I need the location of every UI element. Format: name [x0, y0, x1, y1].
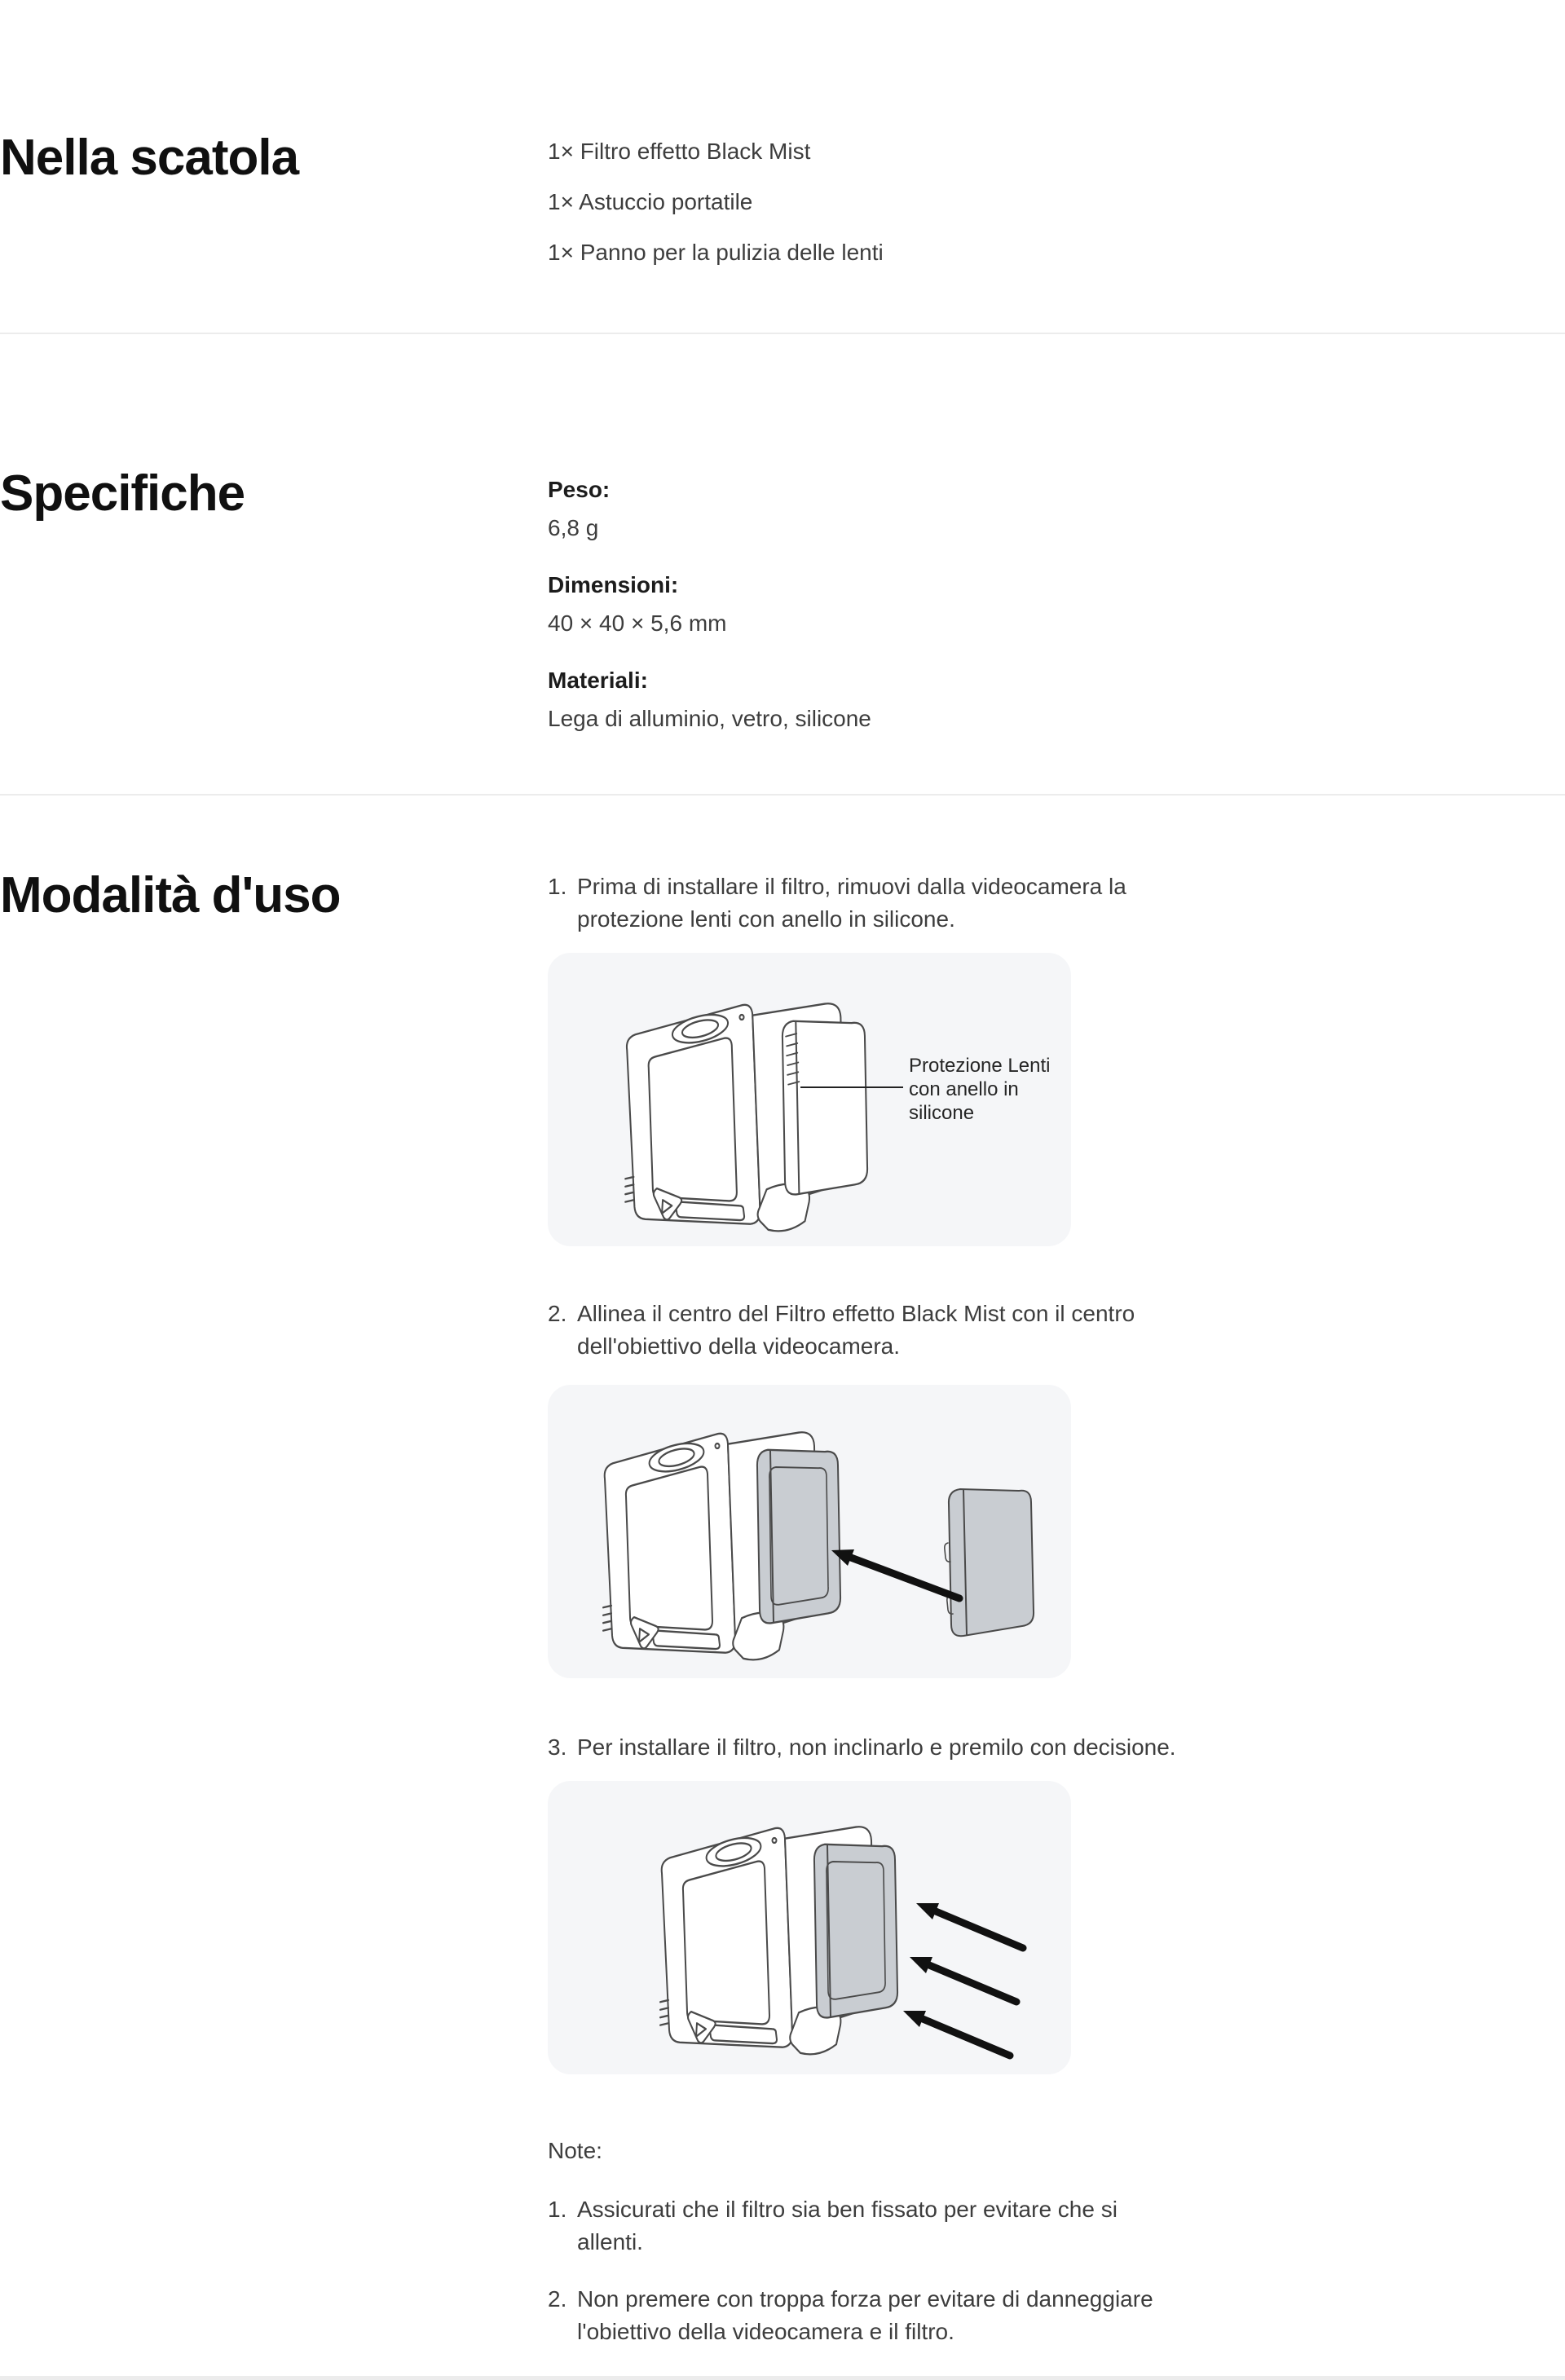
lens-guard-callout-label: Protezione Lenti con anello in silicone — [909, 1055, 1051, 1124]
note-1 — [548, 2193, 1565, 2259]
note-text: Assicurati che il filtro sia ben fissato per evitare che si allenti. — [577, 2197, 1118, 2254]
figure-press-filter — [548, 1781, 1071, 2074]
step-text: Allinea il centro del Filtro effetto Black Mist con il centro dell'obiettivo della videocamera. — [577, 1301, 1135, 1359]
spec-value: 6,8 g — [548, 515, 599, 540]
figure-align-filter — [548, 1385, 1071, 1678]
black-mist-filter-shape — [945, 1489, 1034, 1636]
spec-label: Materiali: — [548, 668, 648, 693]
note-text: Non premere con troppa forza per evitare di danneggiare l'obiettivo della videocamera e il filtro. — [577, 2286, 1153, 2344]
usage-step-3 — [548, 1731, 1565, 1764]
spec-value: 40 × 40 × 5,6 mm — [548, 610, 727, 636]
box-item: 1× Panno per la pulizia delle lenti — [548, 240, 884, 265]
how-to-use-content — [548, 870, 1565, 2348]
in-the-box-list — [548, 138, 1565, 267]
spec-row-weight — [548, 476, 1565, 542]
step-number: 2. — [548, 1301, 567, 1326]
section-how-to-use — [0, 796, 1565, 2348]
section-in-the-box — [0, 0, 1565, 333]
spec-value: Lega di alluminio, vetro, silicone — [548, 706, 871, 731]
section-title-column — [0, 465, 548, 733]
note-2 — [548, 2283, 1565, 2348]
spec-row-dimensions — [548, 571, 1565, 637]
figure-remove-lens-guard — [548, 953, 1071, 1246]
notes-title: Note: — [548, 2138, 602, 2163]
camera-align-filter-illustration — [548, 1385, 1071, 1678]
section-specifications — [0, 334, 1565, 794]
specifications-title: Specifiche — [0, 465, 245, 522]
bottom-divider — [0, 2376, 1565, 2380]
spec-label: Peso: — [548, 477, 611, 502]
spec-label: Dimensioni: — [548, 572, 679, 597]
step-number: 3. — [548, 1734, 567, 1760]
in-the-box-title: Nella scatola — [0, 130, 299, 186]
spec-row-materials — [548, 667, 1565, 733]
section-title-column — [0, 130, 548, 267]
note-number: 2. — [548, 2286, 567, 2312]
box-item: 1× Filtro effetto Black Mist — [548, 139, 811, 164]
section-title-column — [0, 867, 548, 2348]
specifications-content — [548, 469, 1565, 733]
usage-step-1 — [548, 870, 1565, 936]
step-text: Per installare il filtro, non inclinarlo e premilo con decisione. — [577, 1734, 1176, 1760]
note-number: 1. — [548, 2197, 567, 2222]
how-to-use-title: Modalità d'uso — [0, 867, 341, 923]
camera-press-filter-illustration — [548, 1781, 1071, 2074]
usage-step-2 — [548, 1298, 1565, 1363]
box-item: 1× Astuccio portatile — [548, 189, 753, 214]
in-the-box-content — [548, 133, 1565, 267]
step-number: 1. — [548, 874, 567, 899]
step-text: Prima di installare il filtro, rimuovi dalla videocamera la protezione lenti con anello in silicone. — [577, 874, 1126, 932]
install-arrow-icon — [831, 1549, 959, 1598]
press-arrows-icon — [903, 1903, 1023, 2056]
